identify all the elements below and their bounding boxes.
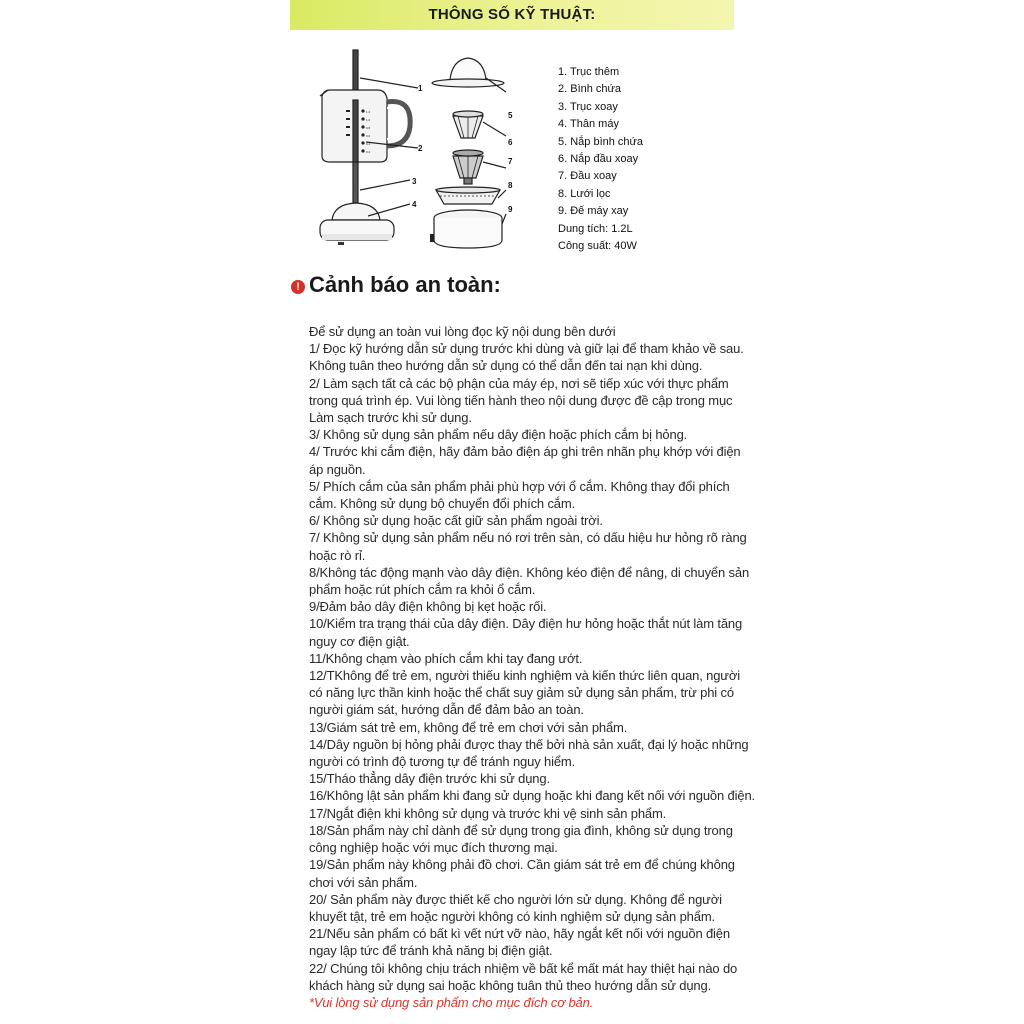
scale-mark: 1.0 [366,118,371,122]
callout-2: 2 [418,144,423,153]
warning-line: Không tuân theo hướng dẫn sử dụng có thể dẫn đến tai nạn khi dùng. [309,358,703,374]
warning-line: người có trình độ tương tự để tránh nguy hiểm. [309,754,576,770]
warning-line: 20/ Sản phẩm này được thiết kế cho người lớn sử dụng. Không để người [309,891,722,907]
scale-mark: 0.8 [366,126,371,130]
footnote: *Vui lòng sử dụng sản phẩm cho mục đích cơ bản. [309,994,594,1010]
warning-line: 19/Sản phẩm này không phải đồ chơi. Cần giám sát trẻ em để chúng không [309,857,735,873]
warning-line: chơi với sản phẩm. [309,874,418,890]
warning-line: 3/ Không sử dụng sản phẩm nếu dây điện hoặc phích cắm bị hỏng. [309,427,688,443]
capacity-spec: Dung tích: 1.2L [558,222,633,235]
callout-5: 5 [508,111,513,120]
warning-line: 21/Nếu sản phẩm có bất kì vết nứt vỡ nào, hãy ngắt kết nối với nguồn điện [309,926,730,942]
power-spec: Công suất: 40W [558,240,637,253]
parts-item: 1. Trục thêm [558,66,620,78]
warning-line: trong quá trình ép. Vui lòng tiến hành theo nội dung được đề cập trong mục [309,392,733,408]
warning-line: 7/ Không sử dụng sản phẩm nếu nó rơi trên sàn, có dấu hiệu hư hỏng rõ ràng [309,530,747,546]
warning-line: khách hàng sử dụng sai hoặc không tuân thủ theo hướng dẫn sử dụng. [309,977,712,993]
parts-item: 4. Thân máy [558,118,619,131]
parts-item: 8. Lưới lọc [558,187,611,200]
warning-line: Để sử dụng an toàn vui lòng đọc kỹ nội dung bên dưới [309,324,616,339]
scale-mark: 0.6 [366,134,371,138]
scale-mark: 1.2 [366,110,371,114]
spec-title: THÔNG SỐ KỸ THUẬT: [428,6,596,23]
callout-1: 1 [418,84,423,93]
spec-header-bar [290,0,734,30]
warning-line: Làm sạch trước khi sử dụng. [309,410,472,426]
parts-item: 2. Bình chứa [558,83,622,96]
warning-line: 1/ Đọc kỹ hướng dẫn sử dụng trước khi dùng và giữ lại để tham khảo về sau. [309,341,744,357]
warning-body [309,323,755,1011]
callout-8: 8 [508,181,513,190]
parts-item: 9. Đế máy xay [558,205,629,218]
warning-line: 12/TKhông để trẻ em, người thiếu kinh nghiệm và kiến thức liên quan, người [309,668,740,684]
warning-line: 11/Không chạm vào phích cắm khi tay đang ướt. [309,650,583,666]
warning-line: áp nguồn. [309,461,366,477]
parts-item: 7. Đầu xoay [558,170,617,183]
parts-item: 3. Trục xoay [558,100,618,113]
callout-4: 4 [412,200,417,209]
parts-item: 6. Nắp đầu xoay [558,153,639,166]
warning-line: 18/Sản phẩm này chỉ dành để sử dụng trong gia đình, không sử dụng trong [309,822,733,838]
warning-line: 6/ Không sử dụng hoặc cất giữ sản phẩm ngoài trời. [309,513,603,529]
warning-title: Cảnh báo an toàn: [309,272,501,297]
warning-line: 15/Tháo thẳng dây điện trước khi sử dụng. [309,771,550,787]
warning-line: khuyết tật, trẻ em hoặc người không có kinh nghiệm sử dụng sản phẩm. [309,908,715,924]
warning-line: công nghiệp hoặc với mục đích thương mại. [309,840,558,856]
warning-line: 10/Kiểm tra trạng thái của dây điện. Dây điện hư hỏng hoặc thắt nút làm tăng [309,616,743,632]
warning-line: 2/ Làm sạch tất cả các bộ phận của máy ép, nơi sẽ tiếp xúc với thực phẩm [309,375,729,391]
callout-6: 6 [508,138,513,147]
callout-9: 9 [508,205,513,214]
warning-line: ngay lập tức để tránh khả năng bị điện giật. [309,943,553,959]
warning-line: cắm. Không sử dụng bộ chuyển đổi phích cắm. [309,496,576,512]
warning-line: hoặc rò rỉ. [309,547,366,563]
callout-7: 7 [508,157,513,166]
warning-line: 9/Đảm bảo dây điện không bị kẹt hoặc rối. [309,599,547,615]
scale-mark: 0.2 [366,150,371,154]
warning-line: 17/Ngắt điện khi không sử dụng và trước khi vệ sinh sản phẩm. [309,805,667,821]
warning-line: có năng lực thần kinh hoặc thể chất suy giảm sử dụng sản phẩm, trừ phi có [309,685,734,701]
warning-line: 13/Giám sát trẻ em, không để trẻ em chơi với sản phẩm. [309,719,628,735]
warning-line: phẩm hoặc rút phích cắm ra khỏi ổ cắm. [309,582,536,598]
warning-line: người giám sát, hướng dẫn để đảm bảo an toàn. [309,702,584,718]
warning-line: 8/Không tác động mạnh vào dây điện. Không kéo điện để nâng, di chuyển sản [309,564,750,580]
warning-icon: ! [291,280,305,294]
warning-line: nguy cơ điện giật. [309,633,410,649]
scale-mark: 0.4 [366,142,371,146]
warning-line: 5/ Phích cắm của sản phẩm phải phù hợp với ổ cắm. Không thay đổi phích [309,478,730,494]
warning-line: 22/ Chúng tôi không chịu trách nhiệm về bất kể mất mát hay thiệt hại nào do [309,960,738,976]
callout-3: 3 [412,177,417,186]
juicer-diagram [290,38,530,258]
warning-line: 14/Dây nguồn bị hỏng phải được thay thế bởi nhà sản xuất, đại lý hoặc những [309,736,749,752]
warning-line: 16/Không lật sản phẩm khi đang sử dụng hoặc khi đang kết nối với nguồn điện. [309,788,755,804]
parts-item: 5. Nắp bình chứa [558,135,644,148]
warning-line: 4/ Trước khi cắm điện, hãy đảm bảo điện áp ghi trên nhãn phụ khớp với điện [309,444,741,460]
parts-list [558,64,643,255]
